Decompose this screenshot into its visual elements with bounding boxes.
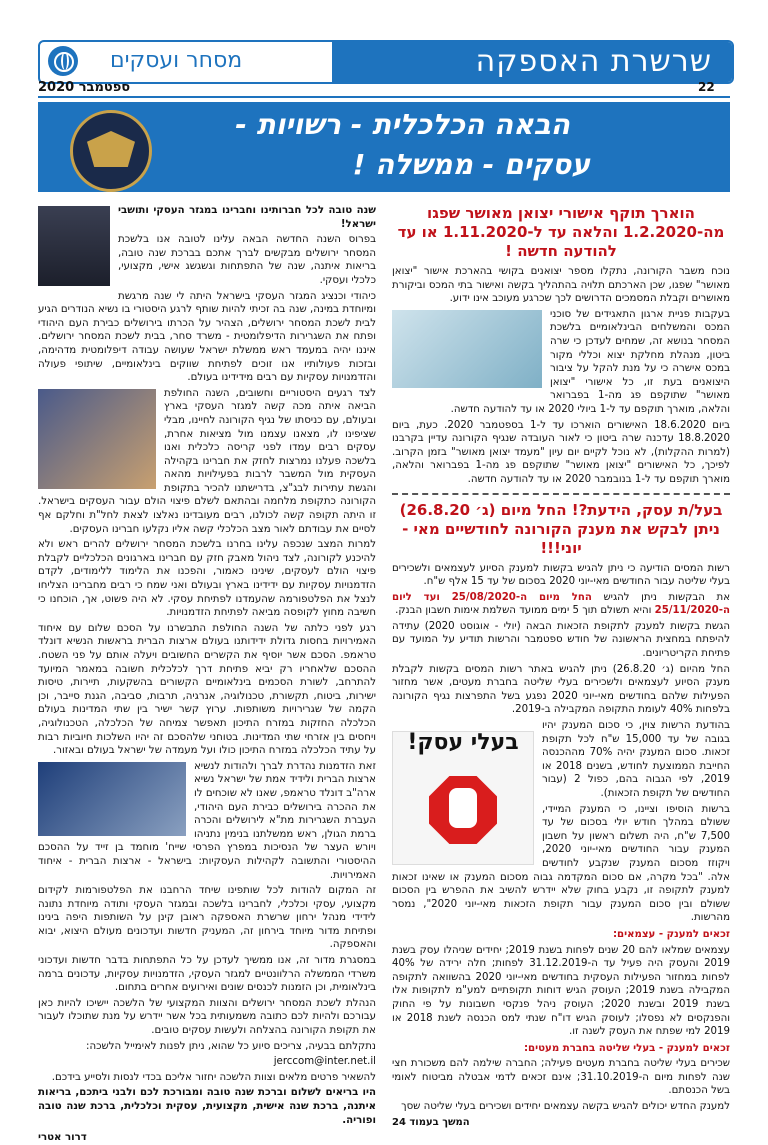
issue-date: ספטמבר 2020 <box>38 80 131 95</box>
speaker-photo <box>38 206 110 286</box>
page-number: 22 <box>698 80 715 94</box>
article-paragraph: ברשות הוסיפו וציינו, כי המענק המיידי, ששולם במהלך חודש יולי בסכום של עד 7,500 ש"ח, היה תשלום ראשון על חשבון המענק עבור החודשים מאי-יוני 2020, ויקוזז מסכום המענק שנקבע לחודשים אלה. "בכל מקרה, אם סכום המקדמה גבוה מסכום המענק או שאינו זכאות למענק לתקופה זו, נקבע בחוק שלא יידרש להשיב את ההפרש בין הסכום ששולם ובין סכום המענק עבור תקופת הזכאות מאי-יוני 2020", נמסר מהרשות. <box>392 803 730 924</box>
letter-paragraph: במסגרת מדור זה, אנו ממשיך לעדכן על כל התפתחות בדבר חדשות ועדכוני משרדי הממשלה הרלוונטיים למגזר העסקי, הזדמנויות עסקיות, עדכונים ברמה בינלאומית, וכן הזמנות לכנסים שונים ואירועים אחרים בתחום. <box>38 955 376 994</box>
netanyahu-image <box>38 762 186 836</box>
article-paragraph: למענק החדש יכולים להגיש בקשה עצמאים יחידים ושכירים בעלי שליטה שסך <box>401 1101 730 1113</box>
speaker-image <box>38 206 110 286</box>
greeting-heading: שנה טובה לכל חברותינו וחברינו במגזר העסקי ותושבי ישראל! <box>118 205 376 230</box>
letter-paragraph: רגע לפני כלתה של השנה החולפת התבשרנו על הסכם שלום עם איחוד האמירויות בחסות גדולת ידידותנו בעולם ארצות הברית בראשות הנשיא דונלד טראמפ. הסכם אשר יוסיף את הקשרים החשובים ויעלה אותם על פני השטח. ההסכם שלאחריו רק יביא פתיחת דרך לכלכלית חשובה במאמר המיועד להתרחב, לשורת הסכמים בינלאומיים הקשורים בהשקעות, תיירות, טיסות ישירות, ביטוח, תקשורת, טכנולוגיה, אנרגיה, תרבות, סביבה, הגנת סייבר, וכן הקמה של שגרירויות משותפות. ערוץ קשר ישיר בין שתי המדינות בעולם הכלכלה החזקות במזרח התיכון תאפשר צמיחה של הכלכלה, הטכנולוגיה, ויחסים בין אזרחי שתי המדינות. בטוחני שלהסכם זה יהיו השלכות חיוביות רבות על עתיד הכלכלה במזרח התיכון כולו ועל מעמדה של ישראל בעולם ובאזור. <box>38 622 376 757</box>
chamber-logo <box>70 110 152 192</box>
globe-icon <box>48 46 78 76</box>
letter-paragraph: לצד רגעים היסטוריים וחשובים, השנה החולפת הביאה איתה מכה קשה למגזר העסקי בארץ ובעולם, עם כניסתו של נגיף הקורונה לחיינו, מבלי שציפינו לו, מצאנו עצמנו מול מציאות אחרת, עסקים רבים עמדו לפני קריסה כלכלית ואנו בלשכה פעלנו נמרצות לחזק את חברינו בקהילה העסקית מול המשבר לרבות בפעילויות מהאה והגשת עתירות לבג"צ, בדרישתנו להכיר בתקופת הקורונה כתקופת מלחמה ובהתאם לשלם פיצוי הולם עבור העסקים בישראל. זו היתה תקופה קשה לכולנו, רבים מעובדינו נאלצו לצאת לחל"ת וחלקם אף לסיים את עבודתם לאור מצב הכלכלי קשה אליו נקלעו חברינו העסקים. <box>38 387 376 535</box>
highlighted-dates: החל מיום ה-25/08/2020 ועד ליום ה-25/11/2020 <box>392 591 730 617</box>
article-paragraph: שכירים בעלי שליטה בחברת מעטים פעילה; החברה שילמה להם משכורת חצי שנה לפחות מיום ה-31.10.2019; אינם זכאים לדמי אבטלה מביטוח לאומי בשל הכנסתם. <box>392 1058 730 1097</box>
text-span: את הבקשות ניתן להגיש <box>591 591 730 603</box>
business-owners-sign <box>392 731 534 865</box>
hand-icon <box>449 788 477 828</box>
letter-paragraph: זאת הזדמנות נהדרת לברך ולהודות לנשיא ארצות הברית ולידיד אמת של ישראל נשיא ארה"ב דונלד טראמפ, שאנו לא שוכחים לו את ההכרה בירושלים כבירת העם היהודי, העברת השגרירות מת"א לירושלים והכרה ברמת הגולן, ראש ממשלתנו בנימין נתניהו ויורש העצר של הנסיכות במפרץ הפרסי שייח' מוחמד בן זייד על ההסכם ההיסטורי והתשובה לקהילות העסקיות: בישראל - ארצות הברית - איחוד האמירויות. <box>38 760 376 881</box>
article-paragraph: החל מהיום (ג׳ 26.8.20) ניתן להגיש באתר רשות המסים בקשות לקבלת מענק הסיוע לעצמאים ולשכירים בעלי שליטה בחברת מעטים, אשר מחזור הפעילות שלהם בחודשים מאי-יוני 2020 נפגע בשל התפרצות נגיף הקורונה בלפחות 40% לעומת התקופה המקבילה ב-2019. <box>392 663 730 716</box>
text-span: והיא תשולם תוך 5 ימים ממועד השלמת אימות חשבון הבנק. <box>395 605 655 617</box>
mask-photo <box>392 310 542 388</box>
article-paragraph: רשות המסים הודיעה כי ניתן להגיש בקשות למענק הסיוע לעצמאים ולשכירים בעלי שליטה עבור החודשים מאי-יוני 2020 בסכום של עד 15 אלף ש"ח. <box>392 562 730 588</box>
section-name: מסחר ועסקים <box>110 48 243 73</box>
author-signature: דרור אטרי <box>38 1132 87 1144</box>
article-paragraph: הגשת בקשות למענק לתקופת הזכאות הבאה (יולי - אוגוסט 2020) עתידה להיפתח במחצית הראשונה של חודש ספטמבר והרשות תודיע על המועד עם פתיחת הקריטריונים. <box>392 620 730 660</box>
stop-sign-graphic <box>392 721 534 865</box>
logo-emblem-icon <box>87 131 135 167</box>
right-column <box>392 204 730 1129</box>
contact-email[interactable]: jerccom@inter.net.il <box>273 1056 376 1068</box>
group-photo <box>38 389 156 489</box>
letter-paragraph: למרות המצב שנכפה עלינו בחרנו בלשכת המסחר ירושלים להרים ראש ולא להיכנע לקורונה, לצד ניהול מאבק חזק עם חברינו בארגונים הכלכליים לקבלת פיצוי הולם לעסקים, שינינו כאמור, והפכנו את הלימוד ללימודים, לקדם הזדמנויות עסקיות עם ידידינו בארץ ובעולם ואני שמח כי רבים מחברינו הצליחו לנצל את הפלטפורמה שהעמדנו לפתיחת עסקי. לא היה פשוט, אך, הוכחנו כי חשיבה מחוץ לקופסה מביאה לפתיחת הזדמנויות. <box>38 539 376 619</box>
article-headline: בעל/ת עסק, הידעת?! החל מיום (ג׳ 26.8.20) ניתן לבקש את מענק הקורונה לחודשיים מאי - יוני!!! <box>399 500 723 557</box>
letter-paragraph: נתקלתם בבעיה, צריכים סיוע כל שהוא, ניתן לפנות לאימייל הלשכה: <box>86 1040 376 1052</box>
banner-headline-line2: עסקים - ממשלה ! <box>352 148 590 181</box>
letter-paragraph: הנהלת לשכת המסחר ירושלים והצוות המקצועי של הלשכה יישיכו להיות כאן עבורכם ולהיות לכם כתובה משמעותית בכל אשר יידרש על מנת שתוכלו לעבור את תקופת הקורונה בהצלחה ולעשות עסקים טובים. <box>38 997 376 1037</box>
letter-paragraph: להשאיר פרטים מלאים וצוות הלשכה יחזור אליכם בכדי לנסות ולסייע בידכם. <box>51 1071 376 1083</box>
closing-blessing: היו בריאים לשלום וברכת שנה טובה ומבורכת לכם ולבני ביתכם, בריאות איתנה, ברכת שנה אישית, מקצועית, עסקית וכלכלית, ברכת שנה טובה ופוריה. <box>38 1087 376 1126</box>
header-divider <box>38 96 730 98</box>
subheading: זכאים למענק - בעלי שליטה בחברת מעטים: <box>523 1042 730 1054</box>
section-divider <box>392 493 730 495</box>
letter-paragraph: זה המקום להודות לכל שותפינו שיחד הרחבנו את הפלטפורמות לקידום מקצועי, עסקי וכלכלי, לחברינו בלשכה ובמגזר העסקי ותודה מיוחדת נתונה לידידי מנהל ירחון שרשרת האספקה ראובן קינן על השותפות היפה בינינו ופתיחת מדור מיוחד בירחון זה, המעניק חדשות ועדכונים מעולם היצוא, יבוא והאספקה. <box>38 885 376 951</box>
group-image <box>38 389 156 489</box>
letter-paragraph: כיהודי וכנציג המגזר העסקי בישראל היתה לי שנה מרגשת ומיוחדת במינה, שנה בה זכיתי להיות שותף לרגע היסטורי בו נשיא הנודרים הגיע לבית לשכת המסחר ירושלים, הצהיר על הכרתו בירושלים כבירת העם היהודי ופתח את השגרירות הדיפלומטית - משרד סחר, בבית לשכת המסחר ירושלים. איננו יהיה במעמד ראש ממשלת ישראל שעושה עבודה דיפלומטית מדהימה, ובזכות פעולותיו אנו זוכים לפתיחת שווקים בינלאומיים, שיתופי פעולה והזדמנויות עסקיות עם רבים מידידינו בעולם. <box>38 290 376 384</box>
magazine-title: שרשרת האספקה <box>475 44 712 79</box>
letter-paragraph: בפרוס השנה החדשה הבאה עלינו לטובה אנו בלשכת המסחר ירושלים מבקשים לברך אתכם בברכת שנה טובה, בריאות איתנה, שנה של התפתחות וגשגשג אישי, מקצועי, כלכלי ועסקי. <box>118 234 376 286</box>
article-paragraph: בהודעת הרשות צוין, כי סכום המענק יהיו בגובה של עד 15,000 ש"ח לכל תקופת זכאות. סכום המענק יהיה 70% מההכנסה החייבת הממוצעת לחודש, בשנים 2018 או 2019, לפי הגבוה בהם, כפול 2 (עבור החודשים של תקופת הזכאות). <box>542 720 731 799</box>
globe-mask-image <box>392 310 542 388</box>
header-title-bar <box>332 42 732 82</box>
article-headline: הוארך תוקף אישורי יצואן מאושר שפגו מה-1.2.2020 והלאה עד ל-1.11.2020 או עד להודעה חדשה ! <box>397 204 725 260</box>
sign-caption: בעלי עסק! <box>407 730 519 756</box>
page-header <box>38 40 734 84</box>
article-paragraph: עצמאים שמלאו להם 20 שנים לפחות בשנת 2019; יחידים שניהלו עסק בשנת 2019 והעסק היה פעיל עד ה-31.12.2019 לפחות; חלה ירידה של 40% לפחות במחזור הפעילות העסקית בחודשים מאי-יוני 2020 בהשוואה לתקופה המקבילה בשנת 2019; העוסק הגיש דוחות תקופתיים למע"מ לתקופות אלו בשנת 2019 ובשנת 2020; העוסק ניהל פנקסי חשבונות על פי החוק והפנקסים לא נפסלו; לעוסק הגיש דו"ח שנתי למס הכנסה לשנת 2018 או 2019 למי שפתח את העסק לשנה זו. <box>392 944 731 1038</box>
continued-on-page: המשך בעמוד 24 <box>392 1116 470 1128</box>
article-paragraph <box>392 591 730 618</box>
left-column <box>38 204 376 1145</box>
article-paragraph: בעקבות פניית ארגון התאגידים של סוכני המכס והמשלחים הבינלאומיים בלשכת המסחר בנושא זה, שמחים לעדכן כי שרה ביטון, מנהלת מחלקת יצוא וכללי מקור במכס אישרה כי על מנת להקל על ציבור היצואנים בעת זו, כל אישורי "יצואן מאושר" שתוקפם פג מה-1 בפברואר והלאה, מוארך תוקפם עד ל-1 ביולי 2020 או עד להודעה חדשה. <box>450 308 730 415</box>
netanyahu-photo <box>38 762 186 836</box>
banner-headline-line1: הבאה הכלכלית - רשויות - <box>235 108 570 141</box>
article-paragraph: נוכח משבר הקורונה, נתקלו מספר יצואנים בקושי בהארכת אישור "יצואן מאושר" שפגו, שכן הארכתם תלויה בהתהליך בקשה ואישור בתי המכס וביקורת מאושרים וקבלת המסמכים הדרושים לכך שכרגע מעוכב אינו ידוע. <box>392 266 730 305</box>
headline-banner <box>38 102 730 192</box>
article-paragraph: ביום 18.6.2020 האישורים הוארכו עד ל-1 בספטמבר 2020. כעת, ביום 18.8.2020 עדכנה שרה ביטון כי לאור העובדה שנגיף הקורונה עדיין בקרבנו (למרות ההקלות), לא נוכל לקיים יום עיון "מעמד יצואן מאושר" בזמן הקרוב. לפיכך, כל האישורים "יצואן מאושר" שתוקפם פג מה-1 בפברואר והלאה, מוארך תוקפם עד ל-1 בנובמבר 2020 או עד להודעה חדשה. <box>392 419 730 485</box>
subheading: זכאים למענק - עצמאים: <box>612 928 730 940</box>
